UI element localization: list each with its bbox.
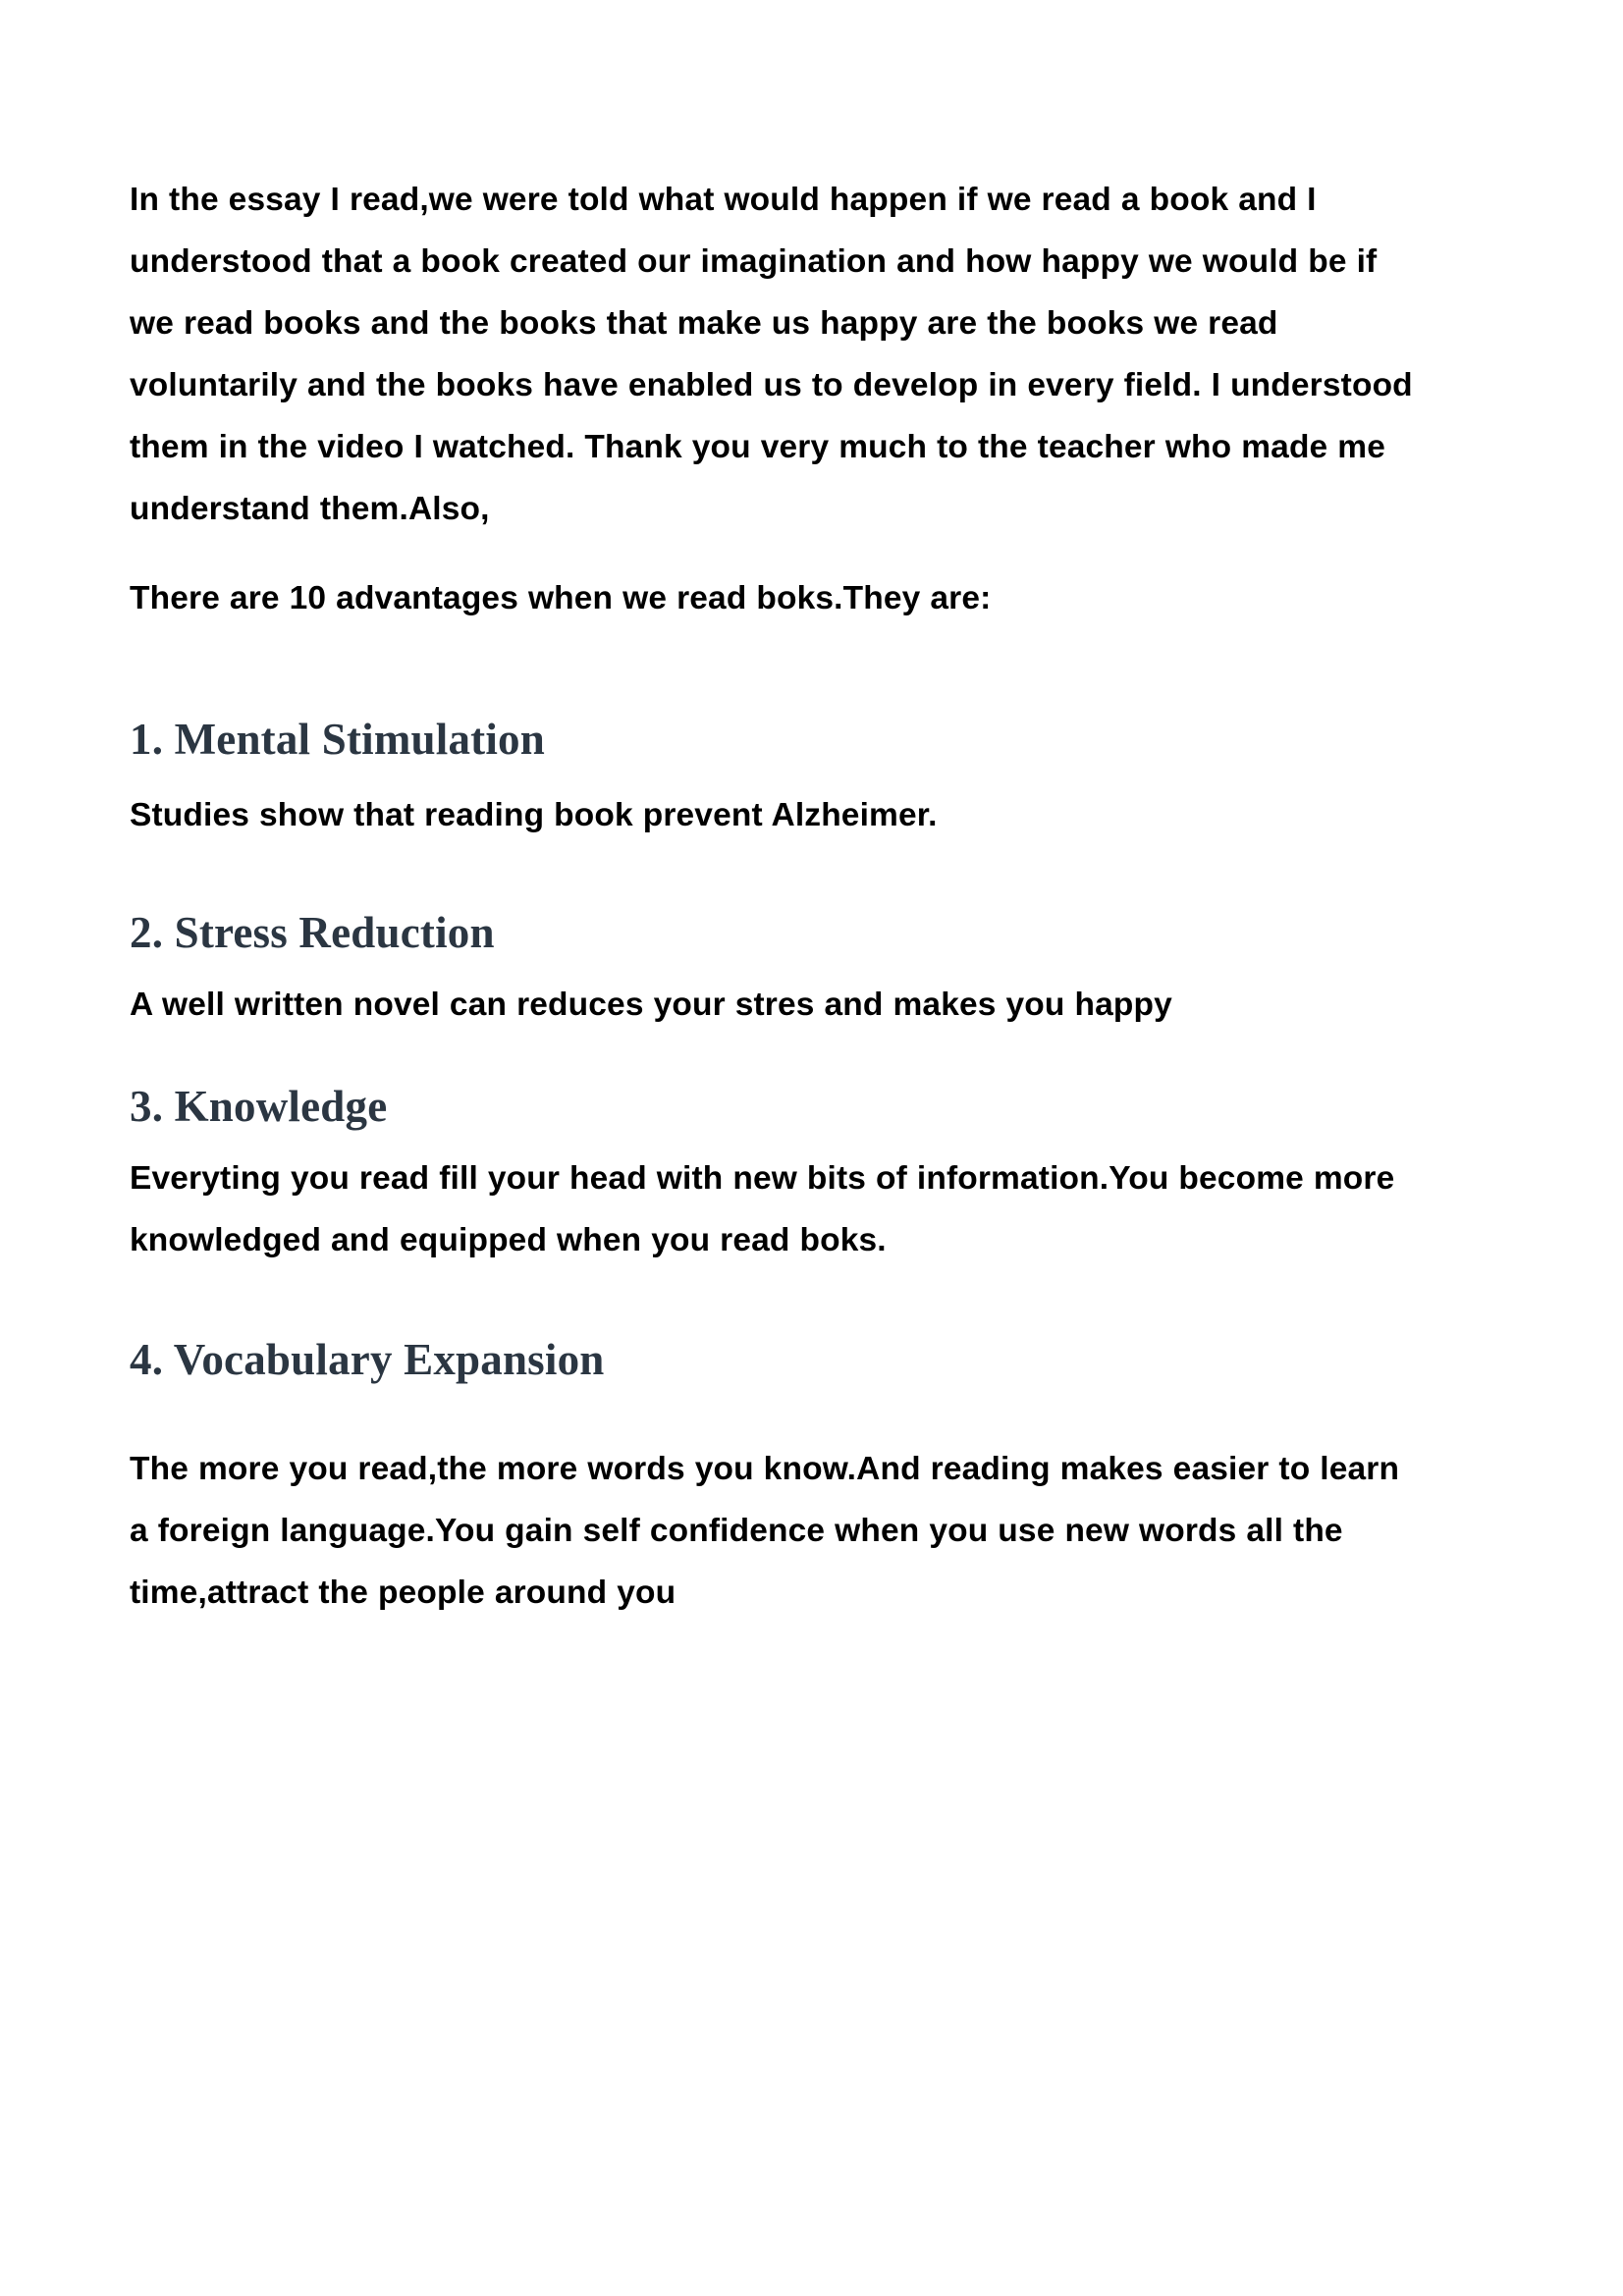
- section-body-4: The more you read,the more words you know.And reading makes easier to learn a foreign language.You gain self confidence when you use new words all the time,attract the people around you: [130, 1451, 1400, 1611]
- spacer-before-section-2: [130, 846, 1416, 905]
- section-heading-4: 4. Vocabulary Expansion: [130, 1335, 605, 1384]
- section-heading-1: 1. Mental Stimulation: [130, 715, 545, 764]
- lead-in-paragraph: There are 10 advantages when we read boks.They are:: [130, 580, 992, 616]
- section-heading-3: 3. Knowledge: [130, 1082, 388, 1131]
- document-content: [130, 169, 1416, 1624]
- spacer-after-section-heading-4: [130, 1387, 1416, 1438]
- section-heading-2: 2. Stress Reduction: [130, 908, 495, 957]
- intro-paragraph: In the essay I read,we were told what would happen if we read a book and I understood that a book created our imagination and how happy we would be if we read books and the books that make us happy are the books we read voluntarily and the books have enabled us to develop in every field. I understood them in the video I watched. Thank you very much to the teacher who made me understand them.Also,: [130, 182, 1413, 527]
- section-body-2: A well written novel can reduces your stres and makes you happy: [130, 987, 1172, 1023]
- spacer-after-section-heading-2: [130, 960, 1416, 974]
- section-body-1: Studies show that reading book prevent Alzheimer.: [130, 797, 938, 833]
- spacer-before-section-4: [130, 1271, 1416, 1332]
- section-body-3: Everyting you read fill your head with new bits of information.You become more knowledged and equipped when you read boks.: [130, 1160, 1395, 1258]
- spacer-before-section-3: [130, 1036, 1416, 1079]
- spacer-after-section-heading-1: [130, 767, 1416, 784]
- spacer-before-section-1: [130, 629, 1416, 712]
- spacer-after-section-heading-3: [130, 1134, 1416, 1148]
